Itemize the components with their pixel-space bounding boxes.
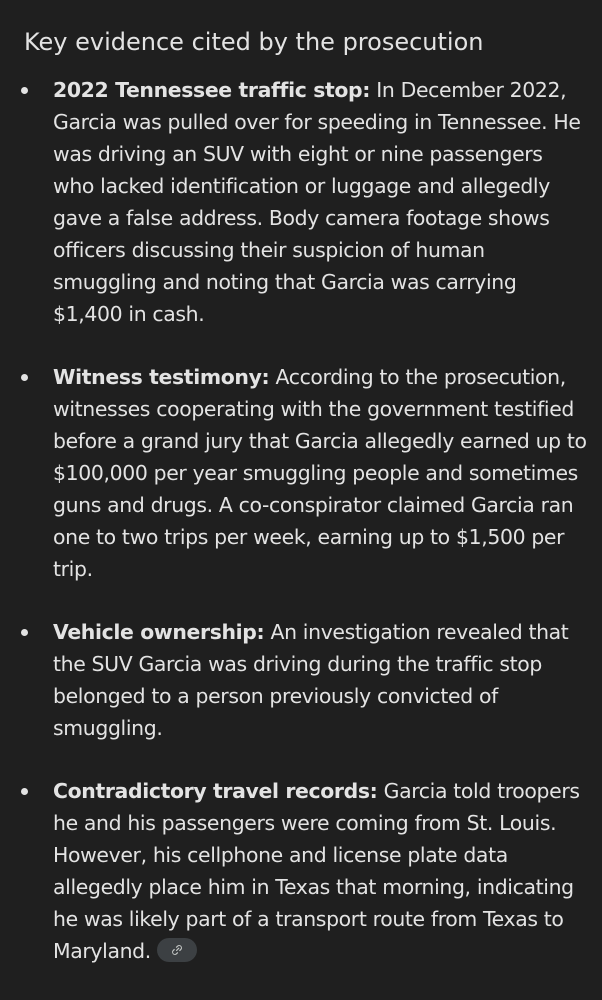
- list-item: [0, 361, 602, 585]
- bullet-dot: [21, 374, 28, 381]
- bullet-dot: [21, 788, 28, 795]
- source-link-button[interactable]: [157, 938, 197, 962]
- list-item-title: Contradictory travel records:: [53, 779, 378, 803]
- list-item-body: According to the prosecution, witnesses cooperating with the government testified before a grand jury that Garcia allegedly earned up to $100,000 per year smuggling people and sometimes guns and drugs. A co-conspirator claimed Garcia ran one to two trips per week, earning up to $1,500 per trip.: [53, 365, 587, 581]
- list-item-title: Vehicle ownership:: [53, 620, 265, 644]
- list-item-body: In December 2022, Garcia was pulled over for speeding in Tennessee. He was driving an SUV with eight or nine passengers who lacked identification or luggage and allegedly gave a false address. Body camera footage shows officers discussing their suspicion of human smuggling and noting that Garcia was carrying $1,400 in cash.: [53, 78, 581, 326]
- list-item-title: Witness testimony:: [53, 365, 270, 389]
- list-item-title: 2022 Tennessee traffic stop:: [53, 78, 371, 102]
- section-heading: Key evidence cited by the prosecution: [24, 28, 484, 56]
- list-item: [0, 74, 602, 330]
- list-item: [0, 616, 602, 744]
- list-item-text: [53, 775, 588, 967]
- list-item-text: [53, 74, 588, 330]
- list-item-body: An investigation revealed that the SUV Garcia was driving during the traffic stop belonged to a person previously convicted of smuggling.: [53, 620, 569, 740]
- bullet-dot: [21, 87, 28, 94]
- link-icon: [170, 943, 184, 957]
- list-item-text: [53, 616, 588, 744]
- evidence-list: [0, 74, 602, 998]
- list-item-body: Garcia told troopers he and his passengers were coming from St. Louis. However, his cellphone and license plate data allegedly place him in Texas that morning, indicating he was likely part of a transport route from Texas to Maryland.: [53, 779, 580, 963]
- list-item: [0, 775, 602, 967]
- list-item-text: [53, 361, 588, 585]
- bullet-dot: [21, 629, 28, 636]
